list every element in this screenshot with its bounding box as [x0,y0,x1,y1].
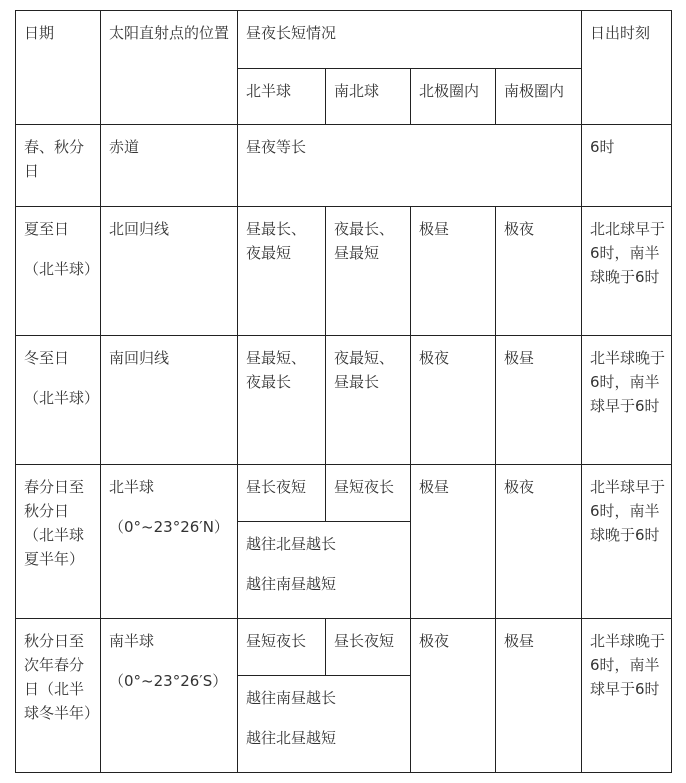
winter-half-date [16,619,101,773]
summer-half-trend-1: 越往北昼越长 [246,535,337,553]
equinox-date-text: 春、秋分日 [24,138,85,180]
header-north-label: 北半球 [246,82,292,100]
winter-half-position [101,619,238,773]
summer-position [101,207,238,336]
summer-north-text: 昼最长、夜最短 [246,220,307,262]
summer-half-sunrise-text: 北半球早于6时，南半球晚于6时 [590,478,666,544]
summer-arctic [411,207,496,336]
header-position-label: 太阳直射点的位置 [109,24,230,42]
summer-half-south-text: 昼短夜长 [334,478,395,496]
summer-half-position-note: （0°~23°26′N） [109,518,229,536]
winter-half-south-text: 昼长夜短 [334,632,395,650]
winter-half-antarctic-text: 极昼 [504,632,535,650]
equinox-daynight-text: 昼夜等长 [246,138,307,156]
header-south [326,69,411,125]
winter-half-antarctic [496,619,582,773]
header-antarctic-label: 南极圈内 [504,82,565,100]
header-arctic-label: 北极圈内 [419,82,480,100]
summer-half-antarctic [496,465,582,619]
header-date-label: 日期 [24,24,55,42]
header-daynight [238,11,582,69]
winter-antarctic-text: 极昼 [504,349,535,367]
header-daynight-label: 昼夜长短情况 [246,24,337,42]
summer-half-position-text: 北半球 [109,478,155,496]
winter-date [16,336,101,465]
winter-half-trend-1: 越往南昼越长 [246,689,337,707]
header-sunrise [582,11,672,125]
summer-half-trend [238,522,411,619]
table-row [16,125,672,207]
equinox-position [101,125,238,207]
summer-half-trend-2: 越往南昼越短 [246,575,337,593]
summer-south-text: 夜最长、昼最短 [334,220,395,262]
header-sunrise-label: 日出时刻 [590,24,651,42]
header-arctic [411,69,496,125]
winter-half-trend-2: 越往北昼越短 [246,729,337,747]
summer-antarctic [496,207,582,336]
winter-half-position-note: （0°~23°26′S） [109,672,228,690]
winter-half-north-text: 昼短夜长 [246,632,307,650]
equinox-sunrise-text: 6时 [590,138,615,156]
winter-half-date-text: 秋分日至次年春分日（北半球冬半年） [24,632,100,722]
table-row [16,336,672,465]
equinox-sunrise [582,125,672,207]
winter-half-south [326,619,411,676]
summer-south [326,207,411,336]
table-row [16,207,672,336]
winter-half-sunrise-text: 北半球晚于6时，南半球早于6时 [590,632,666,698]
table-row [16,619,672,676]
header-date [16,11,101,125]
table-row [16,465,672,522]
header-antarctic [496,69,582,125]
summer-half-south [326,465,411,522]
winter-arctic-text: 极夜 [419,349,450,367]
winter-north-text: 昼最短、夜最长 [246,349,307,391]
summer-half-arctic [411,465,496,619]
winter-half-position-text: 南半球 [109,632,155,650]
header-north [238,69,326,125]
summer-half-antarctic-text: 极夜 [504,478,535,496]
winter-date-note: （北半球） [24,389,100,407]
summer-half-north-text: 昼长夜短 [246,478,307,496]
winter-south-text: 夜最短、昼最长 [334,349,395,391]
summer-north [238,207,326,336]
equinox-date [16,125,101,207]
winter-antarctic [496,336,582,465]
summer-half-date-text: 春分日至秋分日（北半球夏半年） [24,478,85,568]
summer-date-text: 夏至日 [24,220,70,238]
summer-half-date [16,465,101,619]
summer-sunrise [582,207,672,336]
equinox-daynight [238,125,582,207]
winter-arctic [411,336,496,465]
winter-half-north [238,619,326,676]
summer-antarctic-text: 极夜 [504,220,535,238]
winter-north [238,336,326,465]
summer-position-text: 北回归线 [109,220,170,238]
summer-arctic-text: 极昼 [419,220,450,238]
summer-half-arctic-text: 极昼 [419,478,450,496]
winter-date-text: 冬至日 [24,349,70,367]
header-position [101,11,238,125]
winter-position [101,336,238,465]
winter-half-arctic-text: 极夜 [419,632,450,650]
summer-half-position [101,465,238,619]
winter-half-trend [238,676,411,773]
header-south-label: 南北球 [334,82,380,100]
winter-half-sunrise [582,619,672,773]
winter-position-text: 南回归线 [109,349,170,367]
winter-sunrise-text: 北半球晚于6时，南半球早于6时 [590,349,666,415]
equinox-position-text: 赤道 [109,138,140,156]
summer-half-sunrise [582,465,672,619]
winter-half-arctic [411,619,496,773]
summer-half-north [238,465,326,522]
winter-south [326,336,411,465]
winter-sunrise [582,336,672,465]
summer-sunrise-text: 北北球早于6时，南半球晚于6时 [590,220,666,286]
summer-date [16,207,101,336]
summer-date-note: （北半球） [24,260,100,278]
daylight-table [15,10,672,773]
